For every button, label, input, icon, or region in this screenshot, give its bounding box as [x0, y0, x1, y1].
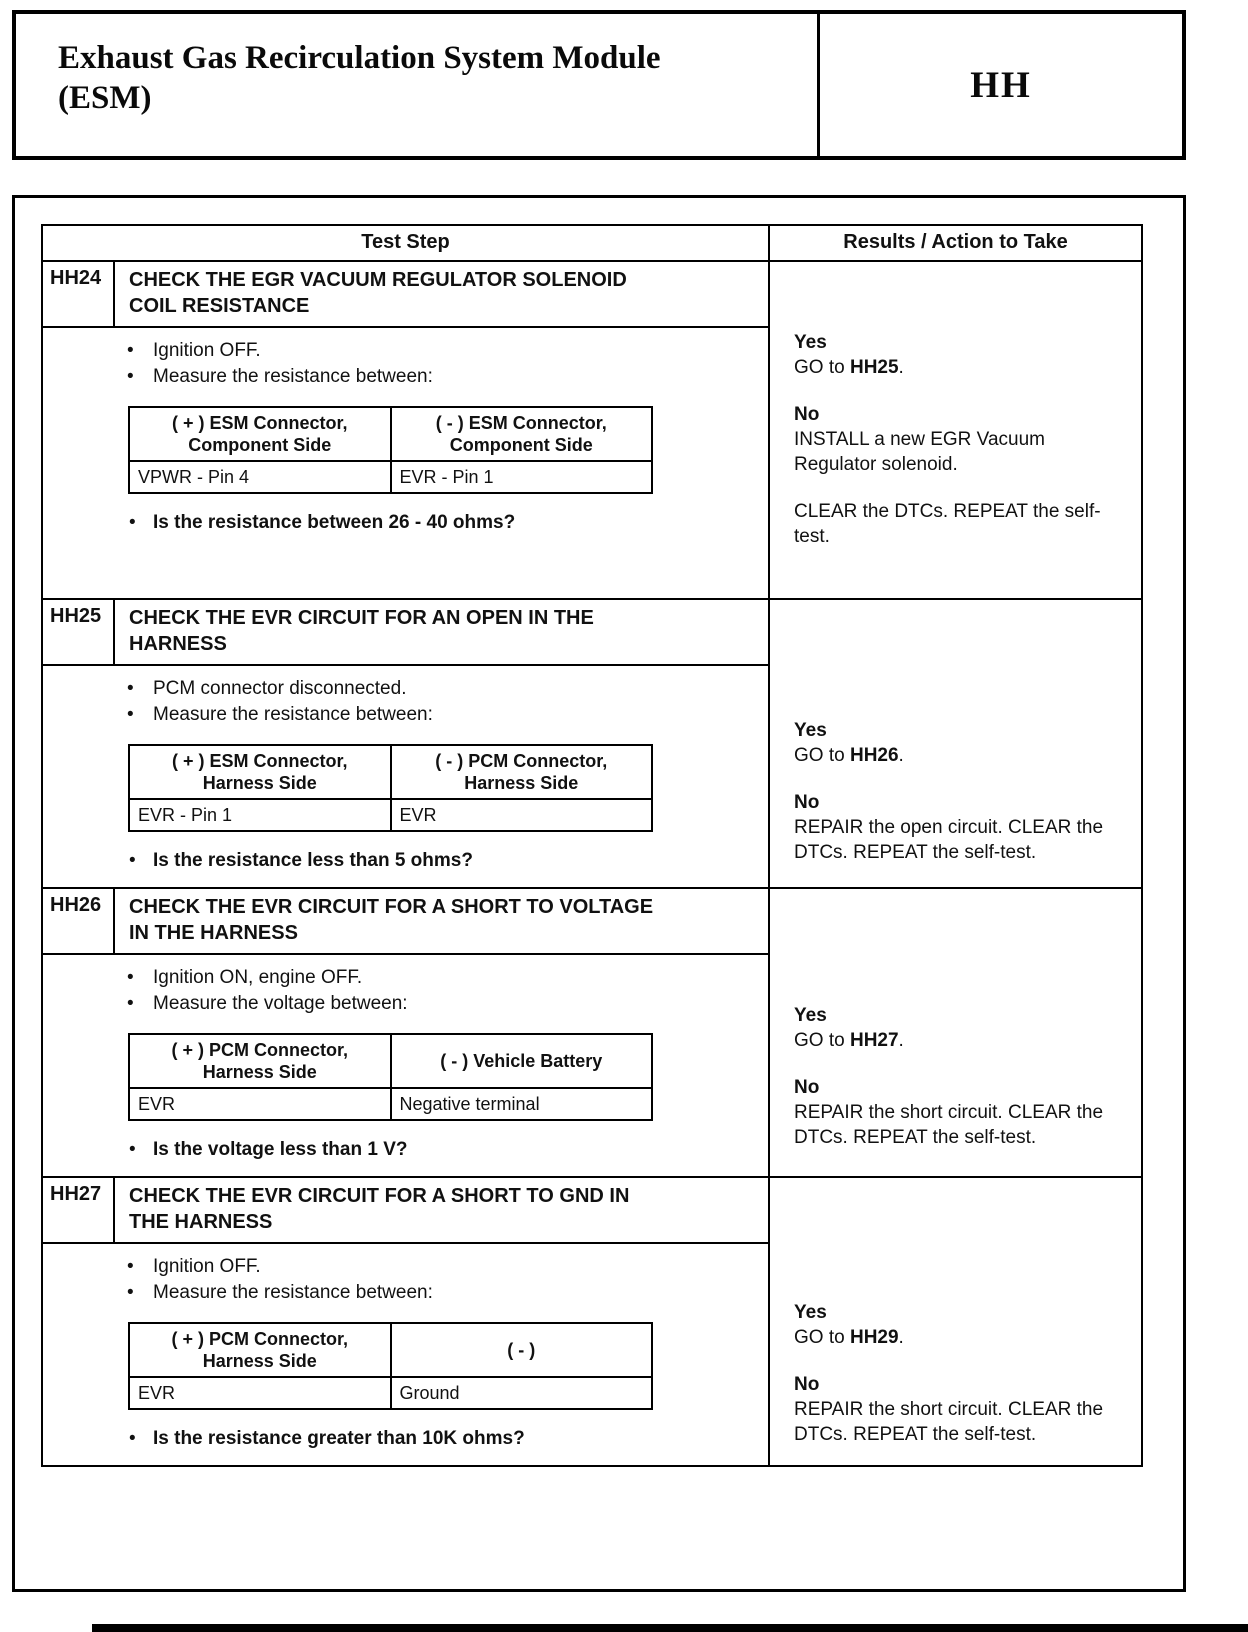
pin-table-minus-value: Negative terminal — [391, 1088, 653, 1120]
pin-table-plus-header: ( + ) ESM Connector, Harness Side — [129, 745, 391, 799]
test-step-cell — [43, 262, 770, 598]
go-to-period: . — [898, 745, 904, 766]
no-action: REPAIR the short circuit. CLEAR the DTCs. REPEAT the self-test. — [794, 1102, 1104, 1148]
instruction-item: • Ignition OFF. — [43, 338, 768, 364]
step-title: CHECK THE EVR CIRCUIT FOR A SHORT TO VOLTAGE IN THE HARNESS — [129, 896, 654, 944]
go-to-period: . — [898, 1030, 904, 1051]
test-step-row-hh27 — [43, 1178, 1141, 1465]
pin-table-minus-header: ( - ) ESM Connector, Component Side — [391, 407, 653, 461]
pin-table-minus-value: EVR - Pin 1 — [391, 461, 653, 493]
yes-action — [794, 355, 1127, 380]
instruction-list — [43, 338, 768, 390]
step-question: • Is the resistance less than 5 ohms? — [127, 848, 728, 873]
step-body — [43, 328, 768, 549]
page-bottom-scan-artifact — [92, 1624, 1248, 1632]
instruction-item: • Measure the resistance between: — [43, 364, 768, 390]
test-step-cell — [43, 600, 770, 887]
step-question: • Is the voltage less than 1 V? — [127, 1137, 728, 1162]
no-label: No — [794, 1374, 820, 1395]
step-header — [43, 262, 768, 328]
no-action-2: CLEAR the DTCs. REPEAT the self-test. — [794, 501, 1101, 547]
pinpoint-test-frame — [12, 195, 1186, 1592]
instruction-item: • Measure the resistance between: — [43, 1280, 768, 1306]
table-header-row — [43, 226, 1141, 262]
step-title: CHECK THE EVR CIRCUIT FOR AN OPEN IN THE HARNESS — [129, 607, 594, 655]
results-cell — [770, 1178, 1141, 1465]
instruction-item: • Measure the voltage between: — [43, 991, 768, 1017]
yes-label: Yes — [794, 720, 827, 741]
pin-table-plus-header: ( + ) ESM Connector, Component Side — [129, 407, 391, 461]
go-to-period: . — [898, 357, 904, 378]
yes-action — [794, 743, 1127, 768]
test-step-row-hh26 — [43, 889, 1141, 1178]
pin-table-minus-value: Ground — [391, 1377, 653, 1409]
pin-table-minus-header: ( - ) — [391, 1323, 653, 1377]
section-code-cell — [820, 14, 1182, 156]
yes-label: Yes — [794, 332, 827, 353]
yes-label: Yes — [794, 1302, 827, 1323]
test-step-row-hh24 — [43, 262, 1141, 600]
instruction-item: • PCM connector disconnected. — [43, 676, 768, 702]
step-id: HH26 — [43, 889, 115, 953]
step-body — [43, 1244, 768, 1465]
go-to-period: . — [898, 1327, 904, 1348]
pinpoint-test-table — [41, 224, 1143, 1467]
yes-action — [794, 1028, 1127, 1053]
go-to-step-ref: HH25 — [849, 357, 899, 378]
no-action: REPAIR the open circuit. CLEAR the DTCs. REPEAT the self-test. — [794, 817, 1104, 863]
step-header — [43, 1178, 768, 1244]
step-id: HH24 — [43, 262, 115, 326]
connector-pin-table — [128, 744, 653, 832]
pin-table-plus-header: ( + ) PCM Connector, Harness Side — [129, 1034, 391, 1088]
pin-table-plus-header: ( + ) PCM Connector, Harness Side — [129, 1323, 391, 1377]
go-to-text: GO to — [794, 745, 850, 766]
step-title: CHECK THE EGR VACUUM REGULATOR SOLENOID COIL RESISTANCE — [129, 269, 627, 317]
pin-table-minus-header: ( - ) Vehicle Battery — [391, 1034, 653, 1088]
no-label: No — [794, 404, 820, 425]
step-header — [43, 889, 768, 955]
test-step-cell — [43, 1178, 770, 1465]
page-title: Exhaust Gas Recirculation System Module (ESM) — [58, 40, 661, 117]
yes-action — [794, 1325, 1127, 1350]
yes-label: Yes — [794, 1005, 827, 1026]
step-id: HH27 — [43, 1178, 115, 1242]
step-body — [43, 666, 768, 887]
connector-pin-table — [128, 1033, 653, 1121]
go-to-step-ref: HH26 — [849, 745, 899, 766]
pin-table-plus-value: EVR - Pin 1 — [129, 799, 391, 831]
go-to-step-ref: HH29 — [849, 1327, 899, 1348]
results-cell — [770, 889, 1141, 1176]
connector-pin-table — [128, 1322, 653, 1410]
section-code: HH — [970, 64, 1032, 106]
no-label: No — [794, 1077, 820, 1098]
no-label: No — [794, 792, 820, 813]
connector-pin-table — [128, 406, 653, 494]
instruction-item: • Measure the resistance between: — [43, 702, 768, 728]
go-to-text: GO to — [794, 357, 850, 378]
column-header-results: Results / Action to Take — [843, 231, 1068, 253]
instruction-item: • Ignition OFF. — [43, 1254, 768, 1280]
test-step-row-hh25 — [43, 600, 1141, 889]
go-to-text: GO to — [794, 1327, 850, 1348]
document-title-cell — [16, 14, 820, 156]
pin-table-minus-value: EVR — [391, 799, 653, 831]
step-id: HH25 — [43, 600, 115, 664]
results-cell — [770, 600, 1141, 887]
no-action: INSTALL a new EGR Vacuum Regulator solenoid. — [794, 429, 1045, 475]
document-header — [12, 10, 1186, 160]
test-step-cell — [43, 889, 770, 1176]
step-header — [43, 600, 768, 666]
instruction-list — [43, 676, 768, 728]
step-question: • Is the resistance between 26 - 40 ohms? — [127, 510, 728, 535]
instruction-item: • Ignition ON, engine OFF. — [43, 965, 768, 991]
go-to-step-ref: HH27 — [849, 1030, 899, 1051]
pin-table-minus-header: ( - ) PCM Connector, Harness Side — [391, 745, 653, 799]
step-body — [43, 955, 768, 1176]
column-header-test-step: Test Step — [43, 226, 770, 260]
step-question: • Is the resistance greater than 10K ohms? — [127, 1426, 728, 1451]
no-action: REPAIR the short circuit. CLEAR the DTCs. REPEAT the self-test. — [794, 1399, 1104, 1445]
results-cell — [770, 262, 1141, 598]
pin-table-plus-value: EVR — [129, 1088, 391, 1120]
pin-table-plus-value: VPWR - Pin 4 — [129, 461, 391, 493]
step-title: CHECK THE EVR CIRCUIT FOR A SHORT TO GND IN THE HARNESS — [129, 1185, 630, 1233]
go-to-text: GO to — [794, 1030, 850, 1051]
instruction-list — [43, 1254, 768, 1306]
pin-table-plus-value: EVR — [129, 1377, 391, 1409]
instruction-list — [43, 965, 768, 1017]
